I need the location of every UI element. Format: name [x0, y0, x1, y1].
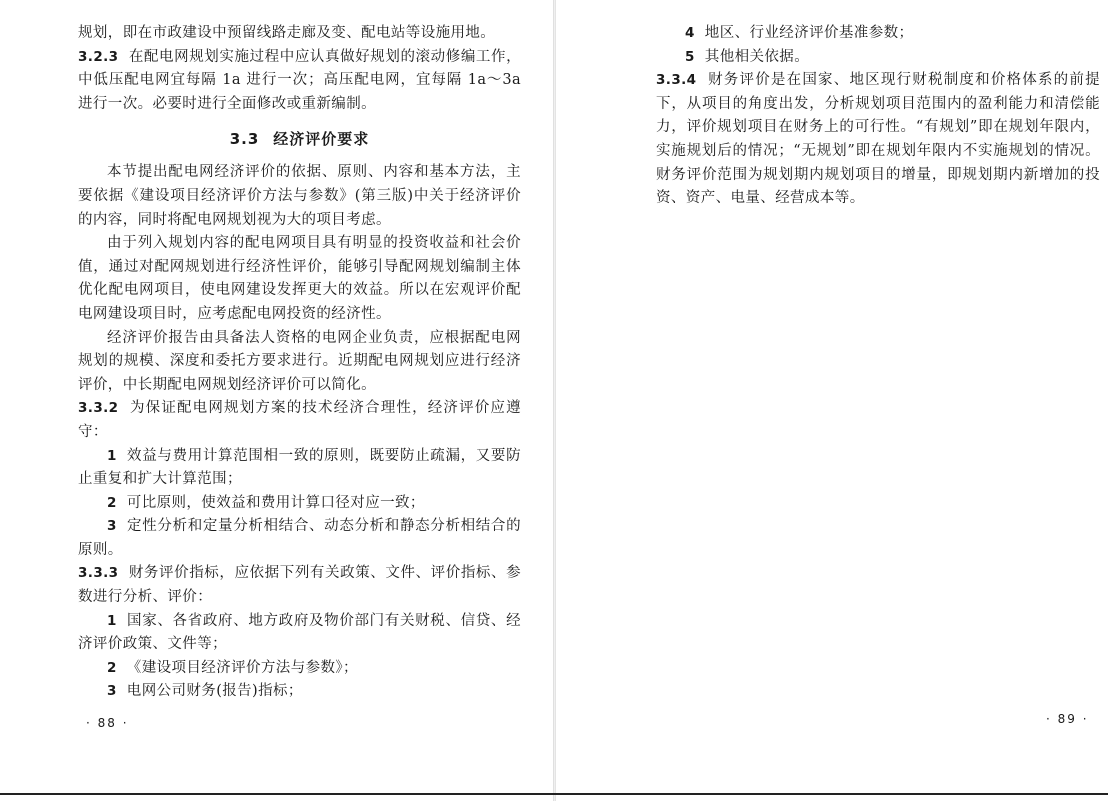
clause-number: 3.2.3 — [78, 48, 119, 65]
item-text: 其他相关依据。 — [704, 48, 810, 65]
item-text: 电网公司财务(报告)指标； — [126, 683, 303, 700]
right-page — [556, 0, 1108, 801]
item-text: 定性分析和定量分析相结合、动态分析和静态分析相结合的原则。 — [78, 518, 521, 558]
clause-text: 为保证配电网规划方案的技术经济合理性，经济评价应遵守： — [78, 400, 521, 440]
paragraph-continuation: 规划，即在市政建设中预留线路走廊及变、配电站等设施用地。 — [78, 25, 496, 41]
item-number: 2 — [107, 659, 117, 676]
item-text: 国家、各省政府、地方政府及物价部门有关财税、信贷、经济评价政策、文件等； — [78, 612, 521, 653]
left-page — [0, 0, 553, 801]
clause-number: 3.3.3 — [78, 565, 119, 582]
clause-3-2-3 — [78, 46, 521, 117]
item-number: 1 — [107, 612, 117, 629]
list-item — [78, 657, 521, 681]
list-item — [656, 46, 1100, 70]
scan-bottom-edge — [0, 793, 1108, 795]
item-text: 《建设项目经济评价方法与参数》； — [126, 659, 358, 676]
section-title: 经济评价要求 — [273, 130, 370, 149]
clause-3-3-2 — [78, 397, 521, 444]
paragraph: 经济评价报告由具备法人资格的电网企业负责，应根据配电网规划的规模、深度和委托方要求进行。近期配电网规划应进行经济评价，中长期配电网规划经济评价可以简化。 — [78, 329, 521, 393]
clause-text: 财务评价指标，应依据下列有关政策、文件、评价指标、参数进行分析、评价： — [78, 565, 521, 606]
list-item — [78, 492, 521, 516]
clause-text: 财务评价是在国家、地区现行财税制度和价格体系的前提下，从项目的角度出发，分析规划项目范围内的盈利能力和清偿能力，评价规划项目在财务上的可行性。“有规划”即在规划年限内，实施规划后的情况；“无规划”即在规划年限内不实施规划的情况。财务评价范围为规划期内规划项目的增量，即规划期内新增加的投资、资产、电量、经营成本等。 — [656, 72, 1100, 207]
clause-text: 在配电网规划实施过程中应认真做好规划的滚动修编工作，中低压配电网宜每隔 1a 进行一次；高压配电网，宜每隔 1a～3a 进行一次。必要时进行全面修改或重新编制。 — [78, 48, 521, 112]
item-text: 可比原则，使效益和费用计算口径对应一致； — [126, 494, 425, 511]
list-item — [78, 445, 521, 492]
item-text: 效益与费用计算范围相一致的原则，既要防止疏漏，又要防止重复和扩大计算范围； — [78, 447, 521, 488]
item-number: 4 — [685, 25, 695, 41]
section-number: 3.3 — [229, 130, 260, 149]
list-item — [78, 515, 521, 562]
item-number: 1 — [107, 447, 117, 464]
item-number: 3 — [107, 683, 117, 700]
list-item — [656, 22, 1100, 46]
item-number: 3 — [107, 518, 117, 535]
item-number: 5 — [685, 48, 695, 65]
clause-number: 3.3.2 — [78, 400, 119, 417]
section-heading — [78, 128, 521, 149]
paragraph: 本节提出配电网经济评价的依据、原则、内容和基本方法，主要依据《建设项目经济评价方法与参数》(第三版)中关于经济评价的内容，同时将配电网规划视为大的项目考虑。 — [78, 164, 521, 228]
item-number: 2 — [107, 494, 117, 511]
list-item — [78, 610, 521, 657]
clause-3-3-4 — [656, 69, 1100, 211]
item-text: 地区、行业经济评价基准参数； — [704, 25, 914, 41]
page-number-left: · 88 · — [86, 716, 129, 730]
clause-number: 3.3.4 — [656, 72, 697, 89]
page-number-right: · 89 · — [1046, 712, 1089, 726]
list-item — [78, 680, 521, 704]
paragraph: 由于列入规划内容的配电网项目具有明显的投资收益和社会价值，通过对配网规划进行经济性评价，能够引导配网规划编制主体优化配电网项目，使电网建设发挥更大的效益。所以在宏观评价配电网建设项目时，应考虑配电网投资的经济性。 — [78, 235, 521, 322]
clause-3-3-3 — [78, 562, 521, 609]
